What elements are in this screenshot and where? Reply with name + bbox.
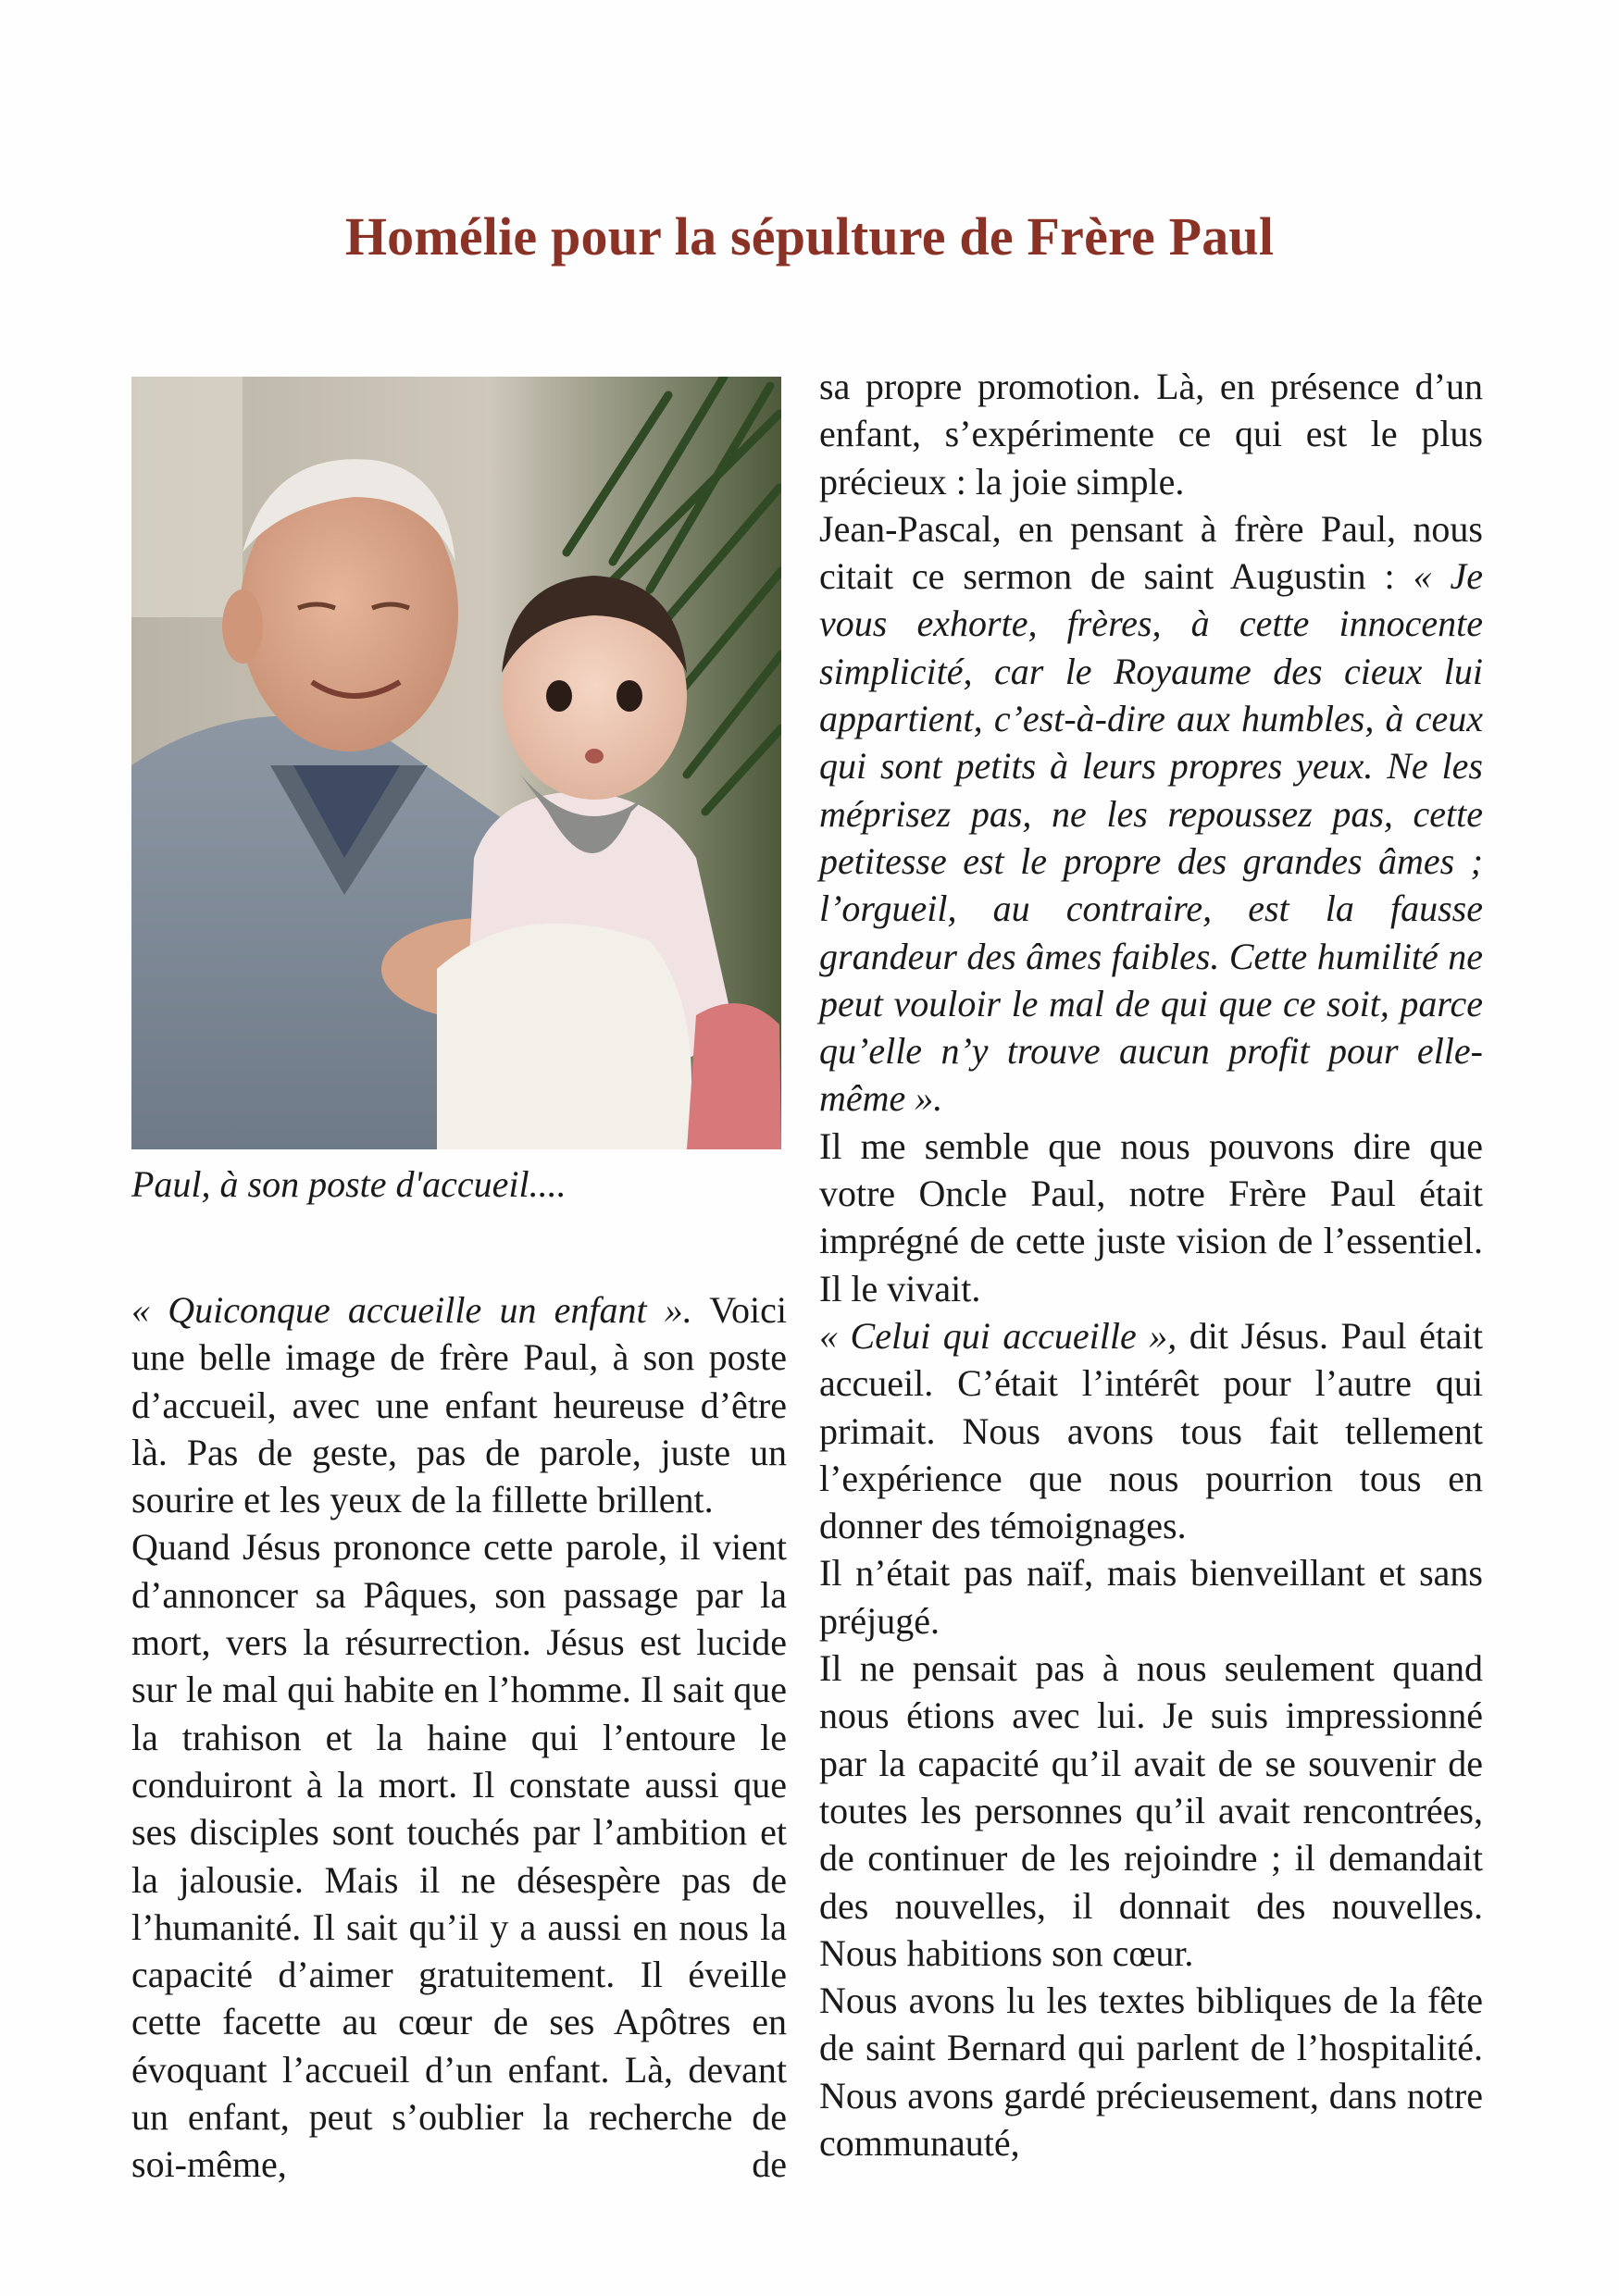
paragraph: Il me semble que nous pouvons dire que votre Oncle Paul, notre Frère Paul était imprégné de cette juste vision de l’essentiel. Il le vivait. (819, 1124, 1483, 1309)
paragraph-text: Voici une belle image de frère Paul, à son poste d’accueil, avec une enfant heureuse d’être là. Pas de geste, pas de parole, juste un sourire et les yeux de la fillette brillent. (131, 1289, 787, 1521)
paragraph (819, 505, 1483, 1123)
quote: « Celui qui accueille », (819, 1314, 1177, 1357)
paragraph: sa propre promotion. Là, en présence d’un enfant, s’expérimente ce qui est le plus précieux : la joie simple. (819, 366, 1483, 503)
right-column (819, 363, 1483, 2166)
paragraph (131, 1286, 787, 1523)
paragraph-text: dit Jésus. Paul était accueil. C’était l’intérêt pour l’autre qui primait. Nous avons tous fait tellement l’expérience que nous pourrion tous en donner des témoignages. (819, 1314, 1483, 1547)
quote: « Quiconque accueille un enfant ». (131, 1289, 692, 1331)
page-title: Homélie pour la sépulture de Frère Paul (344, 206, 1275, 267)
paragraph: Nous avons lu les textes bibliques de la fête de saint Bernard qui parlent de l’hospitalité. Nous avons gardé précieusement, dans notre communauté, (819, 1980, 1483, 2164)
photo-caption: Paul, à son poste d'accueil.... (131, 1163, 567, 1205)
paragraph-text: Jean-Pascal, en pensant à frère Paul, nous citait ce sermon de saint Augustin : (819, 507, 1483, 598)
paragraph: Il ne pensait pas à nous seulement quand nous étions avec lui. Je suis impressionné par la capacité qu’il avait de se souvenir de toutes les personnes qu’il avait rencontrées, de continuer de les rejoindre ; il demandait des nouvelles, il donnait des nouvelles. Nous habitions son cœur. (819, 1647, 1483, 1974)
paragraph (819, 1312, 1483, 1549)
photo-paul-with-child (131, 377, 781, 1149)
augustin-quote: « Je vous exhorte, frères, à cette innocente simplicité, car le Royaume des cieux lui appartient, c’est-à-dire aux humbles, à ceux qui sont petits à leurs propres yeux. Ne les méprisez pas, ne les repoussez pas, cette petitesse est le propre des grandes âmes ; l’orgueil, au contraire, est la fausse grandeur des âmes faibles. Cette humilité ne peut vouloir le mal de qui que ce soit, parce qu’elle n’y trouve aucun profit pour elle-même ». (819, 555, 1483, 1120)
left-column (131, 1286, 787, 2189)
paragraph: Quand Jésus prononce cette parole, il vient d’annoncer sa Pâques, son passage par la mort, vers la résurrection. Jésus est lucide sur le mal qui habite en l’homme. Il sait que la trahison et la haine qui l’entoure le conduiront à la mort. Il constate aussi que ses disciples sont touchés par l’ambition et la jalousie. Mais il ne désespère pas de l’humanité. Il sait qu’il y a aussi en nous la capacité d’aimer gratuitement. Il éveille cette facette au cœur de ses Apôtres en évoquant l’accueil d’un enfant. Là, devant un enfant, peut s’oublier la recherche de soi-même, de (131, 1526, 787, 2186)
paragraph: Il n’était pas naïf, mais bienveillant et sans préjugé. (819, 1552, 1483, 1642)
